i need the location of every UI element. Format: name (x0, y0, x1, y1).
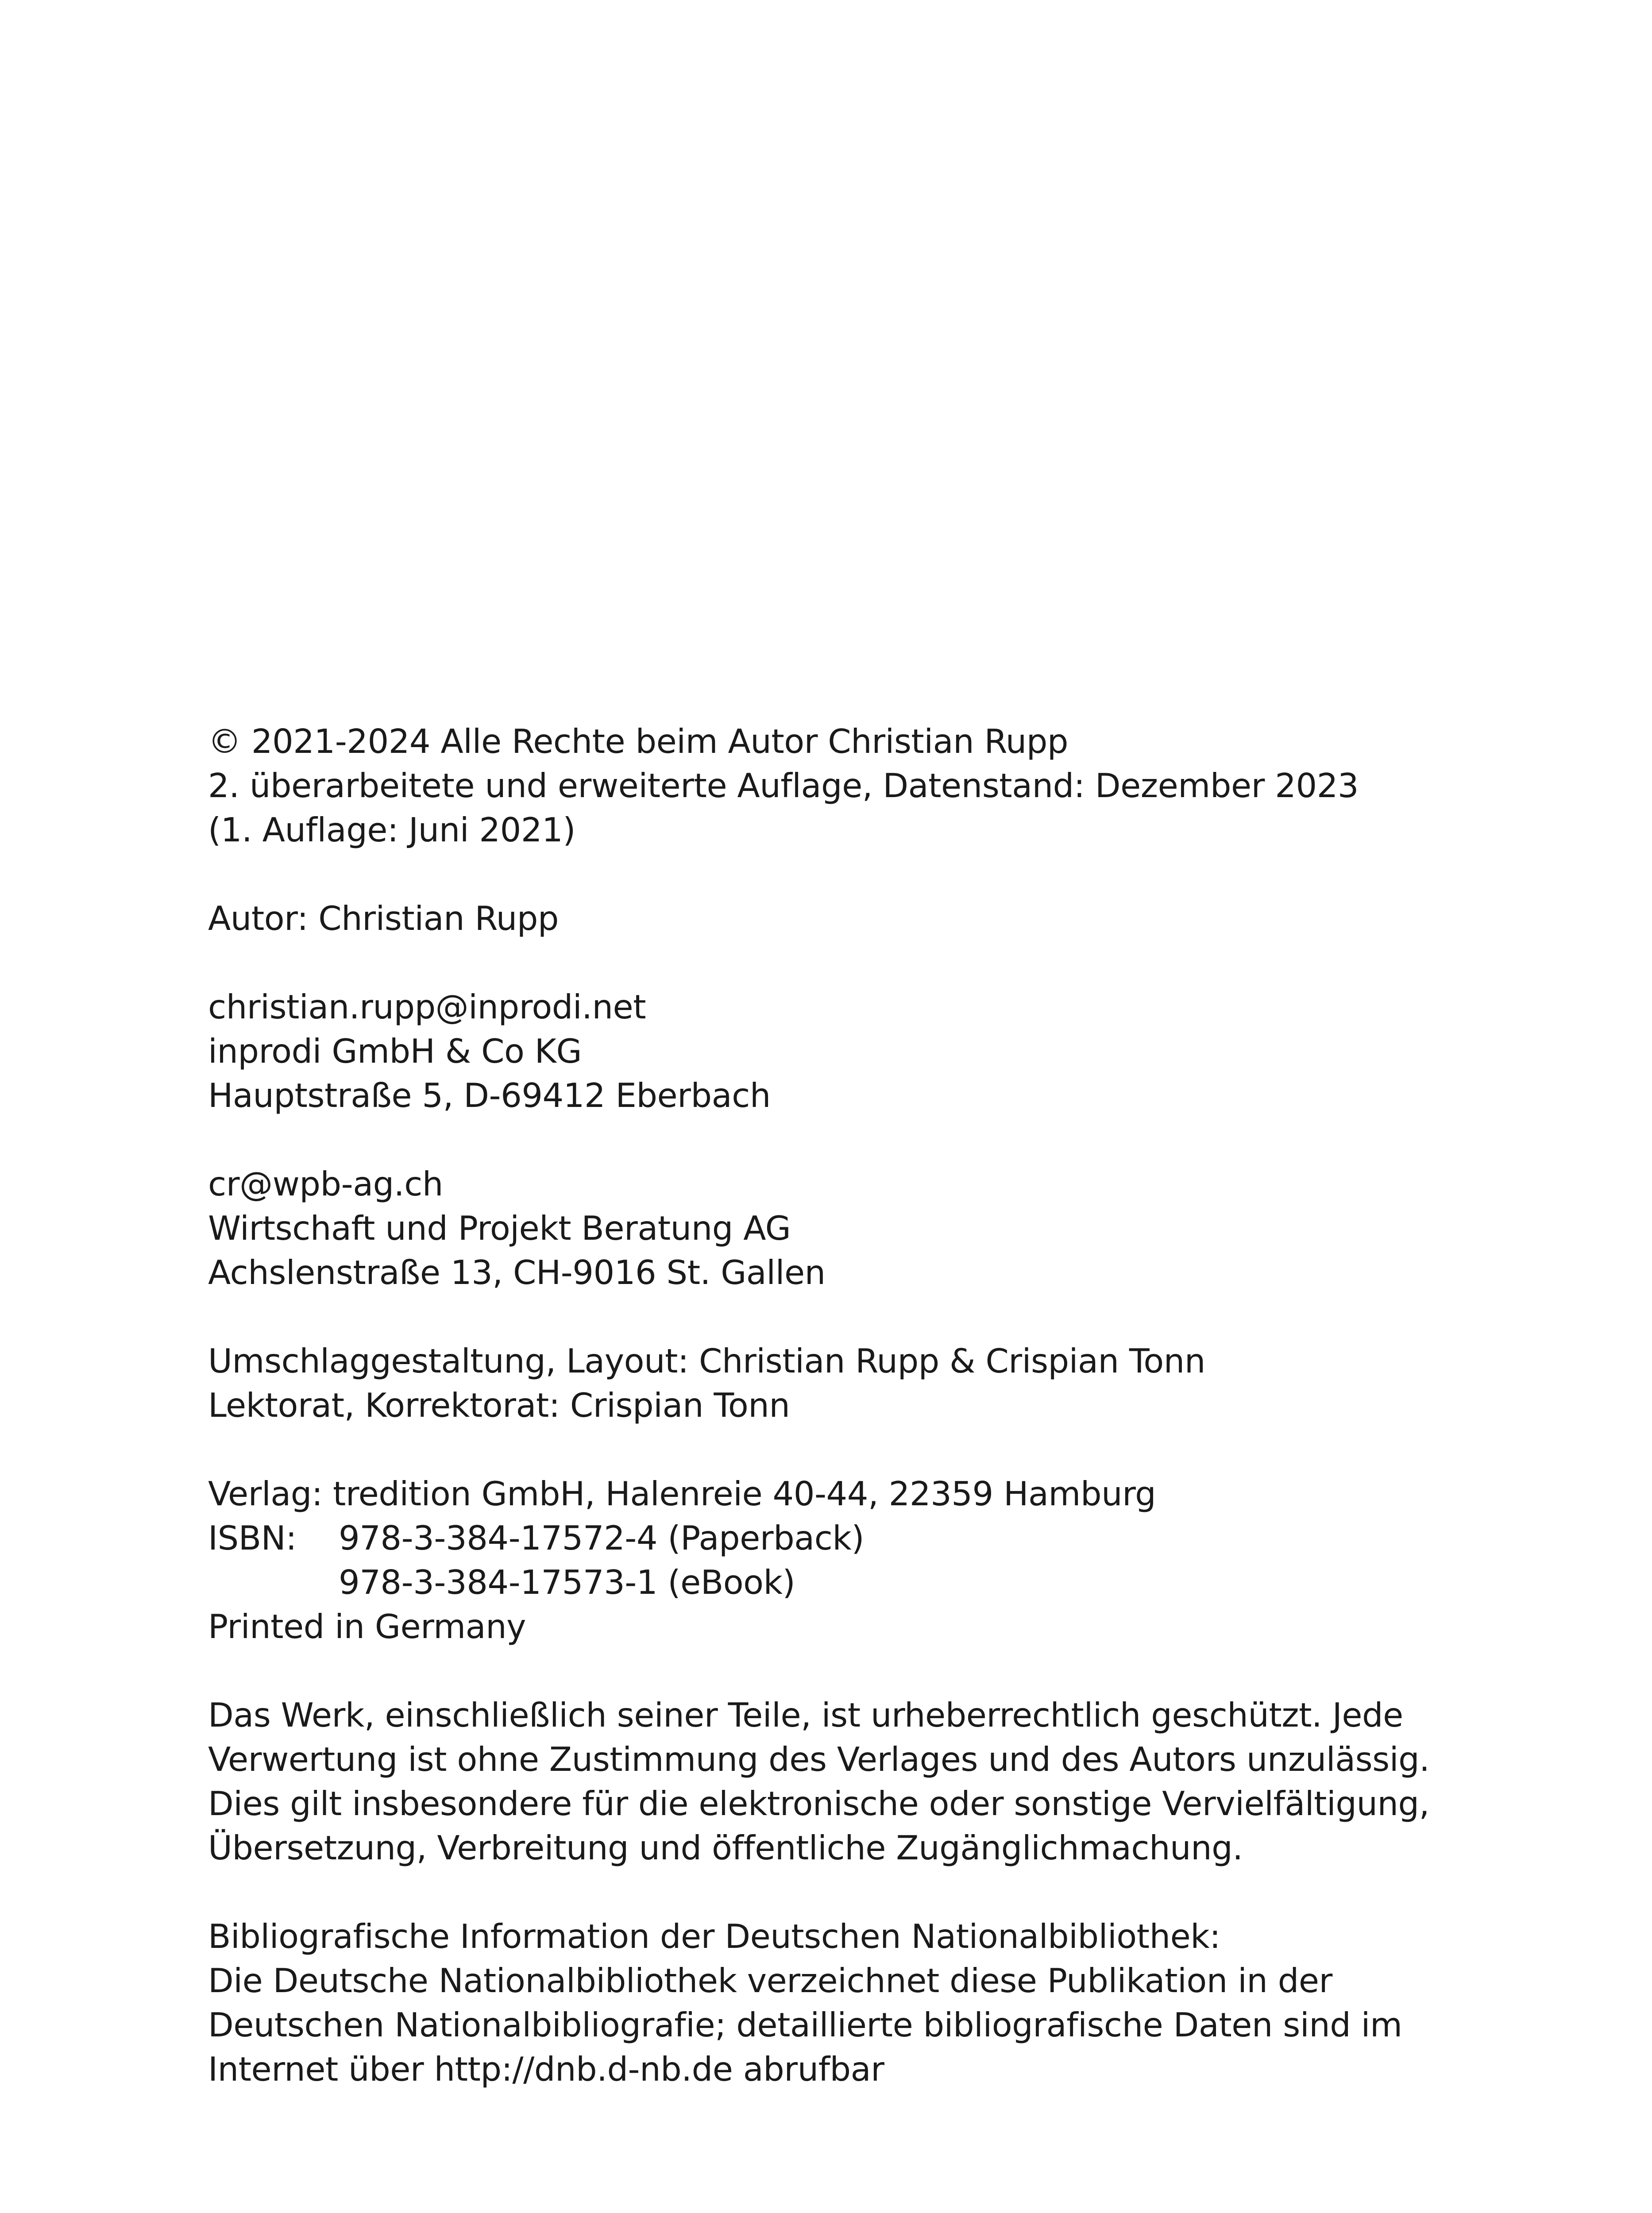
isbn-paperback-row (208, 1516, 1536, 1560)
isbn-ebook: 978-3-384-17573-1 (eBook) (339, 1563, 795, 1602)
contact-ch-email: cr@wpb-ag.ch (208, 1164, 443, 1203)
spacer (208, 1295, 1536, 1339)
contact-ch-section (208, 1162, 1536, 1295)
contact-de-address: Hauptstraße 5, D-69412 Eberbach (208, 1076, 771, 1115)
legal-line: Dies gilt insbesondere für die elektronische oder sonstige Vervielfältigung, (208, 1784, 1430, 1823)
contact-de-email: christian.rupp@inprodi.net (208, 987, 646, 1026)
legal-line: Übersetzung, Verbreitung und öffentliche Zugänglichmachung. (208, 1828, 1243, 1867)
printed-in-line: Printed in Germany (208, 1607, 526, 1646)
isbn-ebook-row (208, 1560, 1536, 1604)
design-editing-line: Lektorat, Korrektorat: Crispian Tonn (208, 1386, 790, 1425)
imprint-block (208, 719, 1536, 2091)
contact-de-company: inprodi GmbH & Co KG (208, 1032, 582, 1071)
legal-line: Verwertung ist ohne Zustimmung des Verlages und des Autors unzulässig. (208, 1740, 1430, 1779)
author-section (208, 896, 1536, 941)
contact-de-section (208, 985, 1536, 1118)
contact-ch-address: Achslenstraße 13, CH-9016 St. Gallen (208, 1253, 826, 1292)
isbn-label: ISBN: (208, 1519, 297, 1558)
spacer (208, 1427, 1536, 1472)
publisher-line: Verlag: tredition GmbH, Halenreie 40-44, 22359 Hamburg (208, 1474, 1156, 1513)
copyright-section (208, 719, 1536, 852)
contact-ch-company: Wirtschaft und Projekt Beratung AG (208, 1209, 791, 1248)
edition-line: 2. überarbeitete und erweiterte Auflage, Datenstand: Dezember 2023 (208, 766, 1359, 805)
spacer (208, 1870, 1536, 1914)
spacer (208, 1649, 1536, 1693)
legal-section (208, 1693, 1536, 1870)
spacer (208, 1118, 1536, 1162)
design-section (208, 1339, 1536, 1427)
first-edition-line: (1. Auflage: Juni 2021) (208, 810, 576, 849)
isbn-label-empty (208, 1560, 339, 1604)
design-layout-line: Umschlaggestaltung, Layout: Christian Rupp & Crispian Tonn (208, 1342, 1205, 1380)
author-line: Autor: Christian Rupp (208, 899, 559, 938)
publisher-section (208, 1472, 1536, 1649)
spacer (208, 852, 1536, 896)
isbn-paperback: 978-3-384-17572-4 (Paperback) (339, 1519, 865, 1558)
bibliography-line: Die Deutsche Nationalbibliothek verzeichnet diese Publikation in der (208, 1961, 1332, 2000)
spacer (208, 941, 1536, 985)
bibliography-line: Deutschen Nationalbibliografie; detaillierte bibliografische Daten sind im (208, 2005, 1402, 2044)
bibliography-section (208, 1914, 1536, 2091)
bibliography-line: Internet über http://dnb.d-nb.de abrufbar (208, 2050, 884, 2089)
bibliography-heading: Bibliografische Information der Deutschen Nationalbibliothek: (208, 1917, 1220, 1956)
copyright-line: © 2021-2024 Alle Rechte beim Autor Christian Rupp (208, 722, 1069, 761)
legal-line: Das Werk, einschließlich seiner Teile, ist urheberrechtlich geschützt. Jede (208, 1696, 1403, 1735)
